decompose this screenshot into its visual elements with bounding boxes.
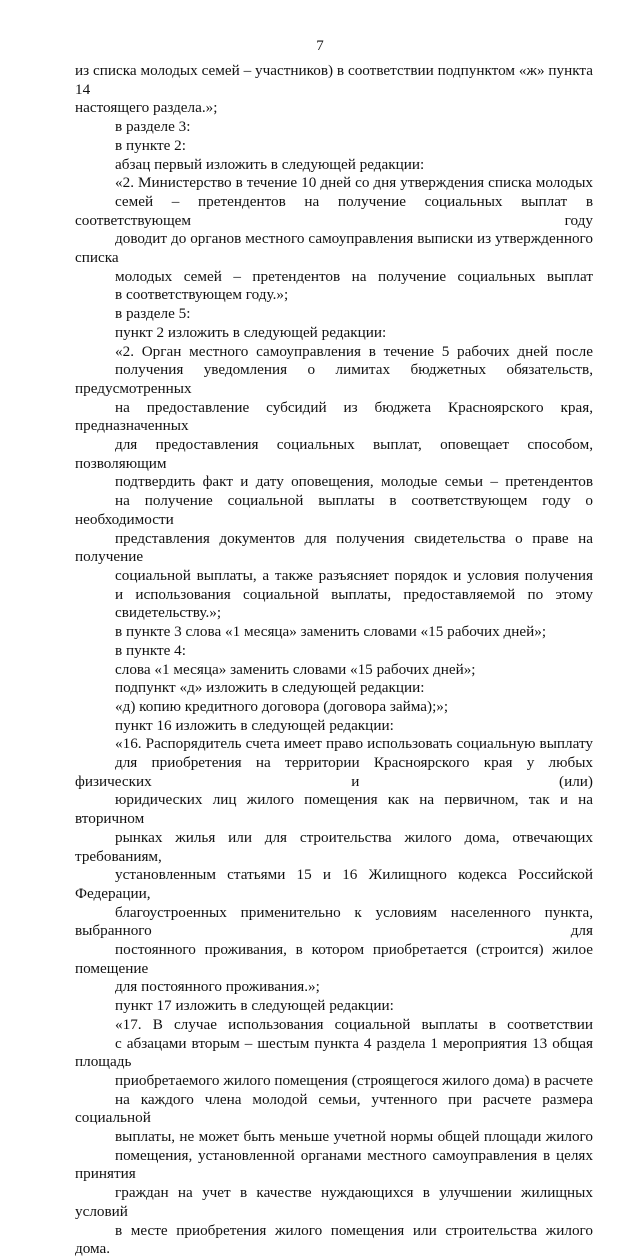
text-line: пункт 17 изложить в следующей редакции: bbox=[115, 997, 394, 1015]
text-line: с абзацами вторым – шестым пункта 4 раздела 1 мероприятия 13 общая площадь bbox=[75, 1034, 593, 1071]
text-line: рынках жилья или для строительства жилого дома, отвечающих требованиям, bbox=[75, 828, 593, 865]
text-line: на каждого члена молодой семьи, учтенного при расчете размера социальной bbox=[75, 1090, 593, 1127]
text-line: в пункте 3 слова «1 месяца» заменить словами «15 рабочих дней»; bbox=[115, 623, 547, 641]
text-line: установленным статьями 15 и 16 Жилищного кодекса Российской Федерации, bbox=[75, 866, 593, 902]
text-line: «д) копию кредитного договора (договора займа);»; bbox=[115, 697, 449, 715]
text-line: и использования социальной выплаты, предоставляемой по этому bbox=[115, 585, 593, 603]
paragraph bbox=[75, 156, 593, 175]
text-line: «2. Орган местного самоуправления в течение 5 рабочих дней после bbox=[115, 342, 593, 360]
text-line: социальной выплаты, а также разъясняет порядок и условия получения bbox=[115, 566, 593, 584]
text-line: на предоставление субсидий из бюджета Красноярского края, предназначенных bbox=[75, 398, 593, 435]
text-line: из списка молодых семей – участников) в соответствии подпунктом «ж» пункта 14 bbox=[75, 62, 593, 98]
text-line: подтвердить факт и дату оповещения, молодые семьи – претендентов bbox=[115, 473, 593, 491]
text-line: для предоставления социальных выплат, оповещает способом, позволяющим bbox=[75, 436, 593, 472]
text-line: постоянного проживания, в котором приобретается (строится) жилое помещение bbox=[75, 941, 593, 977]
paragraph bbox=[75, 324, 593, 343]
text-line: приобретаемого жилого помещения (строящегося жилого дома) в расчете bbox=[115, 1071, 593, 1089]
text-line: для постоянного проживания.»; bbox=[115, 978, 320, 996]
text-line: в разделе 3: bbox=[115, 118, 191, 136]
paragraph bbox=[75, 343, 593, 624]
text-line: в пункте 4: bbox=[115, 641, 186, 659]
text-line: пункт 2 изложить в следующей редакции: bbox=[115, 323, 387, 341]
text-line: «17. В случае использования социальной выплаты в соответствии bbox=[115, 1015, 593, 1033]
text-line: доводит до органов местного самоуправления выписки из утвержденного списка bbox=[75, 230, 593, 267]
text-line: в соответствующем году.»; bbox=[115, 286, 289, 304]
text-line: на получение социальной выплаты в соответствующем году о необходимости bbox=[75, 492, 593, 528]
paragraph bbox=[75, 717, 593, 736]
document-body bbox=[75, 62, 593, 1259]
text-line: пункт 16 изложить в следующей редакции: bbox=[115, 716, 394, 734]
text-line: абзац первый изложить в следующей редакции: bbox=[115, 155, 425, 173]
paragraph bbox=[75, 623, 593, 642]
text-line: свидетельству.»; bbox=[115, 604, 222, 622]
text-line: в разделе 5: bbox=[115, 305, 191, 323]
paragraph bbox=[75, 174, 593, 305]
text-line: помещения, установленной органами местного самоуправления в целях принятия bbox=[75, 1146, 593, 1183]
text-line: получения уведомления о лимитах бюджетных обязательств, предусмотренных bbox=[75, 361, 593, 397]
text-line: в месте приобретения жилого помещения или строительства жилого дома. bbox=[75, 1221, 593, 1258]
paragraph bbox=[75, 642, 593, 661]
text-line: «16. Распорядитель счета имеет право использовать социальную выплату bbox=[115, 735, 593, 753]
paragraph bbox=[75, 698, 593, 717]
text-line: граждан на учет в качестве нуждающихся в улучшении жилищных условий bbox=[75, 1184, 593, 1220]
text-line: «2. Министерство в течение 10 дней со дня утверждения списка молодых bbox=[115, 174, 593, 192]
text-line: в пункте 2: bbox=[115, 136, 186, 154]
paragraph bbox=[75, 305, 593, 324]
paragraph bbox=[75, 1016, 593, 1259]
paragraph bbox=[75, 62, 593, 118]
text-line: подпункт «д» изложить в следующей редакции: bbox=[115, 679, 425, 697]
paragraph bbox=[75, 735, 593, 997]
page-number: 7 bbox=[316, 38, 324, 54]
text-line: благоустроенных применительно к условиям населенного пункта, выбранного для bbox=[75, 903, 593, 940]
paragraph bbox=[75, 679, 593, 698]
paragraph bbox=[75, 997, 593, 1016]
text-line: настоящего раздела.»; bbox=[75, 99, 218, 117]
text-line: молодых семей – претендентов на получение социальных выплат bbox=[115, 267, 593, 285]
text-line: выплаты, не может быть меньше учетной нормы общей площади жилого bbox=[115, 1128, 593, 1146]
text-line: представления документов для получения свидетельства о праве на получение bbox=[75, 529, 593, 566]
text-line: слова «1 месяца» заменить словами «15 рабочих дней»; bbox=[115, 660, 476, 678]
text-line: юридических лиц жилого помещения как на первичном, так и на вторичном bbox=[75, 791, 593, 828]
text-line: семей – претендентов на получение социальных выплат в соответствующем году bbox=[75, 192, 593, 229]
paragraph bbox=[75, 137, 593, 156]
paragraph bbox=[75, 661, 593, 680]
text-line: для приобретения на территории Красноярского края у любых физических и (или) bbox=[75, 754, 593, 790]
paragraph bbox=[75, 118, 593, 137]
